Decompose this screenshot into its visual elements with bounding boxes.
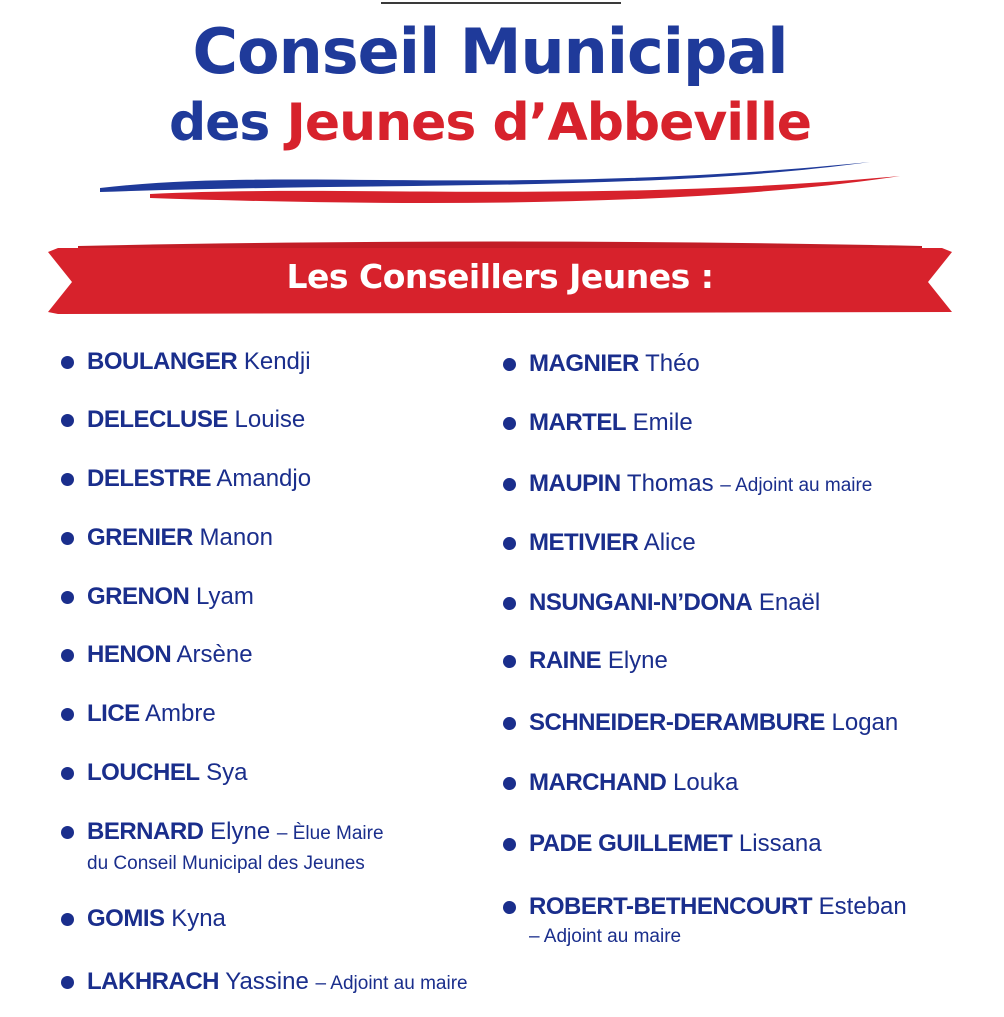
bullet-icon xyxy=(503,717,516,730)
list-item: HENON Arsène xyxy=(87,640,253,670)
bullet-icon xyxy=(61,532,74,545)
list-item: MARTEL Emile xyxy=(529,408,693,438)
list-item: LAKHRACH Yassine – Adjoint au maire xyxy=(87,967,468,999)
subtitle-prefix: des xyxy=(168,93,270,153)
bullet-icon xyxy=(61,414,74,427)
list-item: GRENON Lyam xyxy=(87,582,254,612)
list-item: GOMIS Kyna xyxy=(87,904,226,934)
bullet-icon xyxy=(61,913,74,926)
list-item: PADE GUILLEMET Lissana xyxy=(529,829,822,859)
list-item: RAINE Elyne xyxy=(529,646,668,676)
bullet-icon xyxy=(61,976,74,989)
list-item: DELESTRE Amandjo xyxy=(87,464,311,494)
bullet-icon xyxy=(503,901,516,914)
tricolor-swoosh xyxy=(90,152,910,222)
page-subtitle xyxy=(0,88,980,158)
list-item: MARCHAND Louka xyxy=(529,768,738,798)
bullet-icon xyxy=(61,356,74,369)
list-item: LICE Ambre xyxy=(87,699,216,729)
list-item: SCHNEIDER-DERAMBURE Logan xyxy=(529,708,898,738)
bullet-icon xyxy=(503,537,516,550)
list-item: DELECLUSE Louise xyxy=(87,405,305,435)
list-item: LOUCHEL Sya xyxy=(87,758,248,788)
bullet-icon xyxy=(61,649,74,662)
page-title: Conseil Municipal xyxy=(192,15,788,88)
bullet-icon xyxy=(503,655,516,668)
bullet-icon xyxy=(503,478,516,491)
list-item: GRENIER Manon xyxy=(87,523,273,553)
list-item: NSUNGANI-N’DONA Enaël xyxy=(529,588,820,618)
bullet-icon xyxy=(61,767,74,780)
bullet-icon xyxy=(61,708,74,721)
list-item: BOULANGER Kendji xyxy=(87,347,311,377)
list-item: METIVIER Alice xyxy=(529,528,696,558)
list-item: ROBERT-BETHENCOURT Esteban – Adjoint au maire xyxy=(529,892,907,952)
bullet-icon xyxy=(503,358,516,371)
list-item: MAGNIER Théo xyxy=(529,349,700,379)
subtitle-city: Jeunes d’Abbeville xyxy=(286,93,812,153)
bullet-icon xyxy=(503,597,516,610)
list-item: MAUPIN Thomas – Adjoint au maire xyxy=(529,469,872,501)
top-divider xyxy=(381,2,621,4)
bullet-icon xyxy=(503,777,516,790)
list-item: BERNARD Elyne – Èlue Maire du Conseil Municipal des Jeunes xyxy=(87,817,384,879)
bullet-icon xyxy=(61,473,74,486)
bullet-icon xyxy=(61,826,74,839)
banner-label: Les Conseillers Jeunes : xyxy=(286,257,714,296)
bullet-icon xyxy=(61,591,74,604)
bullet-icon xyxy=(503,417,516,430)
bullet-icon xyxy=(503,838,516,851)
